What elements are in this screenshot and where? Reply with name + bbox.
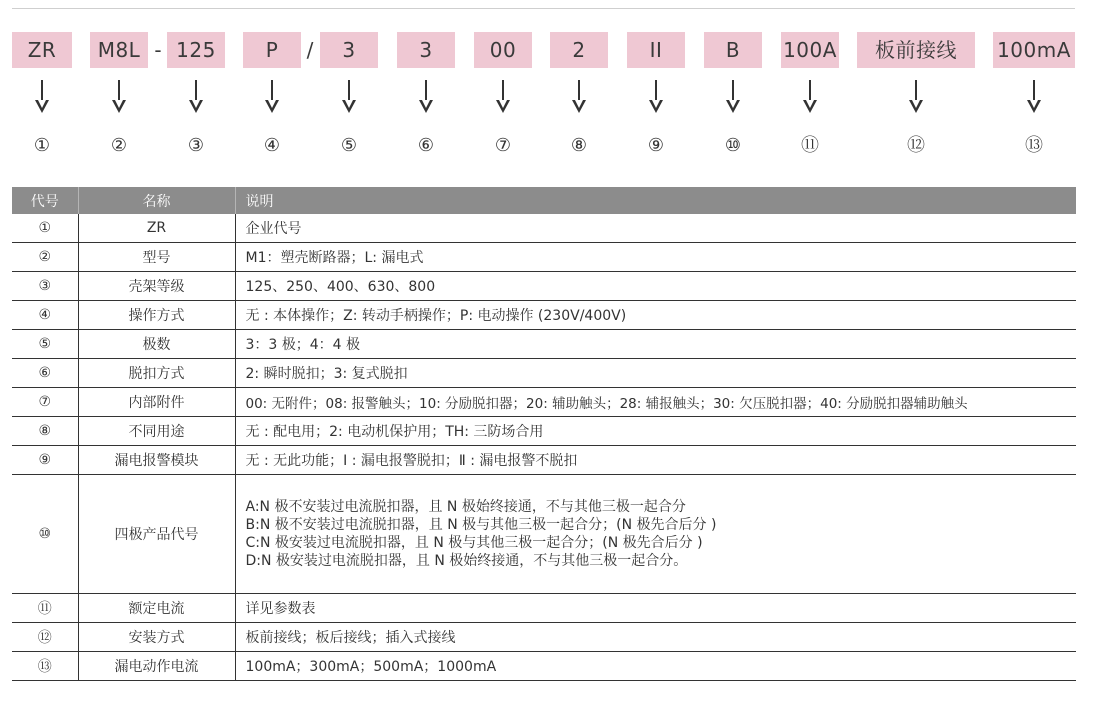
down-arrow-icon bbox=[649, 80, 663, 114]
row-name: 安装方式 bbox=[78, 623, 235, 652]
row-name: 不同用途 bbox=[78, 417, 235, 446]
segment-number: ② bbox=[110, 135, 128, 156]
segment-number: ③ bbox=[187, 135, 205, 156]
code-segment-leakage: 100mA bbox=[993, 32, 1075, 68]
header-name: 名称 bbox=[78, 187, 235, 214]
segment-number: ⑩ bbox=[724, 135, 742, 156]
code-segment-alarm: II bbox=[627, 32, 685, 68]
row-description bbox=[235, 475, 1076, 594]
spec-table bbox=[12, 187, 1076, 681]
segment-number: ⑥ bbox=[417, 135, 435, 156]
table-row bbox=[12, 388, 1076, 417]
description-line: C:N 极安装过电流脱扣器，且 N 极与其他三极一起合分；(N 极先合后分 ) bbox=[245, 535, 703, 551]
segment-number: ⑪ bbox=[801, 135, 819, 156]
row-description: 无 : 无此功能；Ⅰ : 漏电报警脱扣；Ⅱ : 漏电报警不脱扣 bbox=[235, 446, 1076, 475]
row-description: 125、250、400、630、800 bbox=[235, 272, 1076, 301]
table-row bbox=[12, 214, 1076, 243]
row-code: ② bbox=[12, 243, 78, 272]
header-code: 代号 bbox=[12, 187, 78, 214]
row-name: 四极产品代号 bbox=[78, 475, 235, 594]
table-row bbox=[12, 272, 1076, 301]
code-segment-series: M8L bbox=[90, 32, 148, 68]
row-name: 操作方式 bbox=[78, 301, 235, 330]
row-description: 00: 无附件；08: 报警触头；10: 分励脱扣器；20: 辅助触头；28: 辅报触头；30: 欠压脱扣器；40: 分励脱扣器辅助触头 bbox=[235, 388, 1076, 417]
table-row bbox=[12, 359, 1076, 388]
row-code: ⑪ bbox=[12, 594, 78, 623]
down-arrow-icon bbox=[1027, 80, 1041, 114]
row-code: ① bbox=[12, 214, 78, 243]
down-arrow-icon bbox=[803, 80, 817, 114]
segment-number: ⑧ bbox=[570, 135, 588, 156]
row-description: 2: 瞬时脱扣；3: 复式脱扣 bbox=[235, 359, 1076, 388]
table-row bbox=[12, 446, 1076, 475]
description-line: D:N 极安装过电流脱扣器，且 N 极始终接通，不与其他三极一起合分。 bbox=[245, 553, 688, 569]
down-arrow-icon bbox=[342, 80, 356, 114]
row-code: ⑩ bbox=[12, 475, 78, 594]
row-description: 详见参数表 bbox=[235, 594, 1076, 623]
down-arrow-icon bbox=[112, 80, 126, 114]
table-row bbox=[12, 475, 1076, 594]
code-segment-operation: P bbox=[243, 32, 301, 68]
table-row bbox=[12, 623, 1076, 652]
row-name: 内部附件 bbox=[78, 388, 235, 417]
table-row bbox=[12, 330, 1076, 359]
segment-number: ⑦ bbox=[494, 135, 512, 156]
code-segment-poles: 3 bbox=[320, 32, 378, 68]
code-segment-mounting: 板前接线 bbox=[857, 32, 975, 68]
row-code: ⑧ bbox=[12, 417, 78, 446]
row-code: ⑬ bbox=[12, 652, 78, 681]
row-name: 漏电动作电流 bbox=[78, 652, 235, 681]
down-arrow-icon bbox=[909, 80, 923, 114]
row-code: ⑥ bbox=[12, 359, 78, 388]
code-segment-accessory: 00 bbox=[474, 32, 532, 68]
row-code: ⑫ bbox=[12, 623, 78, 652]
row-code: ③ bbox=[12, 272, 78, 301]
code-segment-usage: 2 bbox=[550, 32, 608, 68]
down-arrow-icon bbox=[572, 80, 586, 114]
table-row bbox=[12, 594, 1076, 623]
row-description: 3：3 极；4：4 极 bbox=[235, 330, 1076, 359]
row-name: 壳架等级 bbox=[78, 272, 235, 301]
description-line: B:N 极不安装过电流脱扣器，且 N 极与其他三极一起合分；(N 极先合后分 ) bbox=[245, 517, 717, 533]
row-name: ZR bbox=[78, 214, 235, 243]
row-code: ⑨ bbox=[12, 446, 78, 475]
code-segment-zr: ZR bbox=[12, 32, 72, 68]
segment-number: ① bbox=[33, 135, 51, 156]
down-arrow-icon bbox=[496, 80, 510, 114]
row-description: 无 : 配电用；2: 电动机保护用；TH: 三防场合用 bbox=[235, 417, 1076, 446]
down-arrow-icon bbox=[726, 80, 740, 114]
table-row bbox=[12, 243, 1076, 272]
code-segment-trip: 3 bbox=[397, 32, 455, 68]
row-name: 脱扣方式 bbox=[78, 359, 235, 388]
segment-number: ⑨ bbox=[647, 135, 665, 156]
row-description: 100mA；300mA；500mA；1000mA bbox=[235, 652, 1076, 681]
table-row bbox=[12, 301, 1076, 330]
top-divider bbox=[12, 8, 1075, 9]
row-description: M1：塑壳断路器；L: 漏电式 bbox=[235, 243, 1076, 272]
row-description: 无 : 本体操作；Z: 转动手柄操作；P: 电动操作 (230V/400V) bbox=[235, 301, 1076, 330]
down-arrow-icon bbox=[35, 80, 49, 114]
row-name: 极数 bbox=[78, 330, 235, 359]
table-row bbox=[12, 652, 1076, 681]
down-arrow-icon bbox=[419, 80, 433, 114]
row-code: ④ bbox=[12, 301, 78, 330]
code-separator-slash: / bbox=[306, 38, 314, 62]
row-name: 额定电流 bbox=[78, 594, 235, 623]
row-code: ⑦ bbox=[12, 388, 78, 417]
down-arrow-icon bbox=[189, 80, 203, 114]
segment-number: ⑬ bbox=[1025, 135, 1043, 156]
code-separator-dash: - bbox=[154, 38, 162, 62]
header-description: 说明 bbox=[235, 187, 1076, 214]
description-line: A:N 极不安装过电流脱扣器，且 N 极始终接通，不与其他三极一起合分 bbox=[245, 499, 686, 515]
table-header-row bbox=[12, 187, 1076, 214]
code-segment-four-pole: B bbox=[704, 32, 762, 68]
down-arrow-icon bbox=[265, 80, 279, 114]
segment-number: ④ bbox=[263, 135, 281, 156]
row-name: 漏电报警模块 bbox=[78, 446, 235, 475]
table-row bbox=[12, 417, 1076, 446]
row-name: 型号 bbox=[78, 243, 235, 272]
code-segment-frame: 125 bbox=[167, 32, 225, 68]
code-segment-current: 100A bbox=[781, 32, 839, 68]
row-code: ⑤ bbox=[12, 330, 78, 359]
segment-number: ⑤ bbox=[340, 135, 358, 156]
segment-number: ⑫ bbox=[907, 135, 925, 156]
row-description: 板前接线；板后接线；插入式接线 bbox=[235, 623, 1076, 652]
row-description: 企业代号 bbox=[235, 214, 1076, 243]
